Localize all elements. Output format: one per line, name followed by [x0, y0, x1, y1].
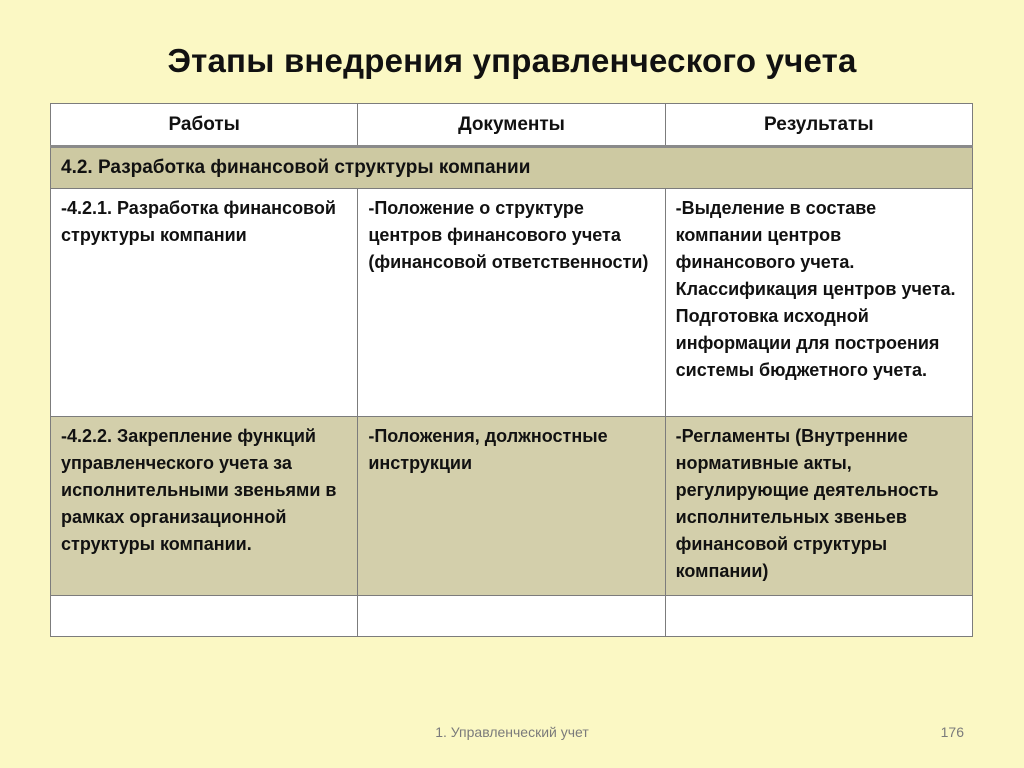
empty-cell — [51, 596, 358, 637]
documents-cell: -Положения, должностные инструкции — [358, 417, 665, 596]
column-header-documents: Документы — [358, 104, 665, 147]
column-header-works: Работы — [51, 104, 358, 147]
footer-caption: 1. Управленческий учет — [435, 724, 589, 740]
slide-title: Этапы внедрения управленческого учета — [167, 42, 857, 79]
table-header-row — [51, 104, 973, 147]
results-cell: -Выделение в составе компании центров финансового учета. Классификация центров учета. Подготовка исходной информации для построения системы бюджетного учета. — [665, 189, 972, 417]
empty-cell — [665, 596, 972, 637]
stages-table — [50, 103, 973, 637]
empty-cell — [358, 596, 665, 637]
works-cell: -4.2.1. Разработка финансовой структуры компании — [51, 189, 358, 417]
results-cell: -Регламенты (Внутренние нормативные акты, регулирующие деятельность исполнительных звеньев финансовой структуры компании) — [665, 417, 972, 596]
page-number: 176 — [940, 724, 964, 740]
table-row — [51, 189, 973, 417]
section-row — [51, 147, 973, 189]
documents-cell: -Положение о структуре центров финансового учета (финансовой ответственности) — [358, 189, 665, 417]
column-header-results: Результаты — [665, 104, 972, 147]
empty-row — [51, 596, 973, 637]
section-heading: 4.2. Разработка финансовой структуры компании — [51, 147, 973, 189]
table-row — [51, 417, 973, 596]
works-cell: -4.2.2. Закрепление функций управленческого учета за исполнительными звеньями в рамках организационной структуры компании. — [51, 417, 358, 596]
